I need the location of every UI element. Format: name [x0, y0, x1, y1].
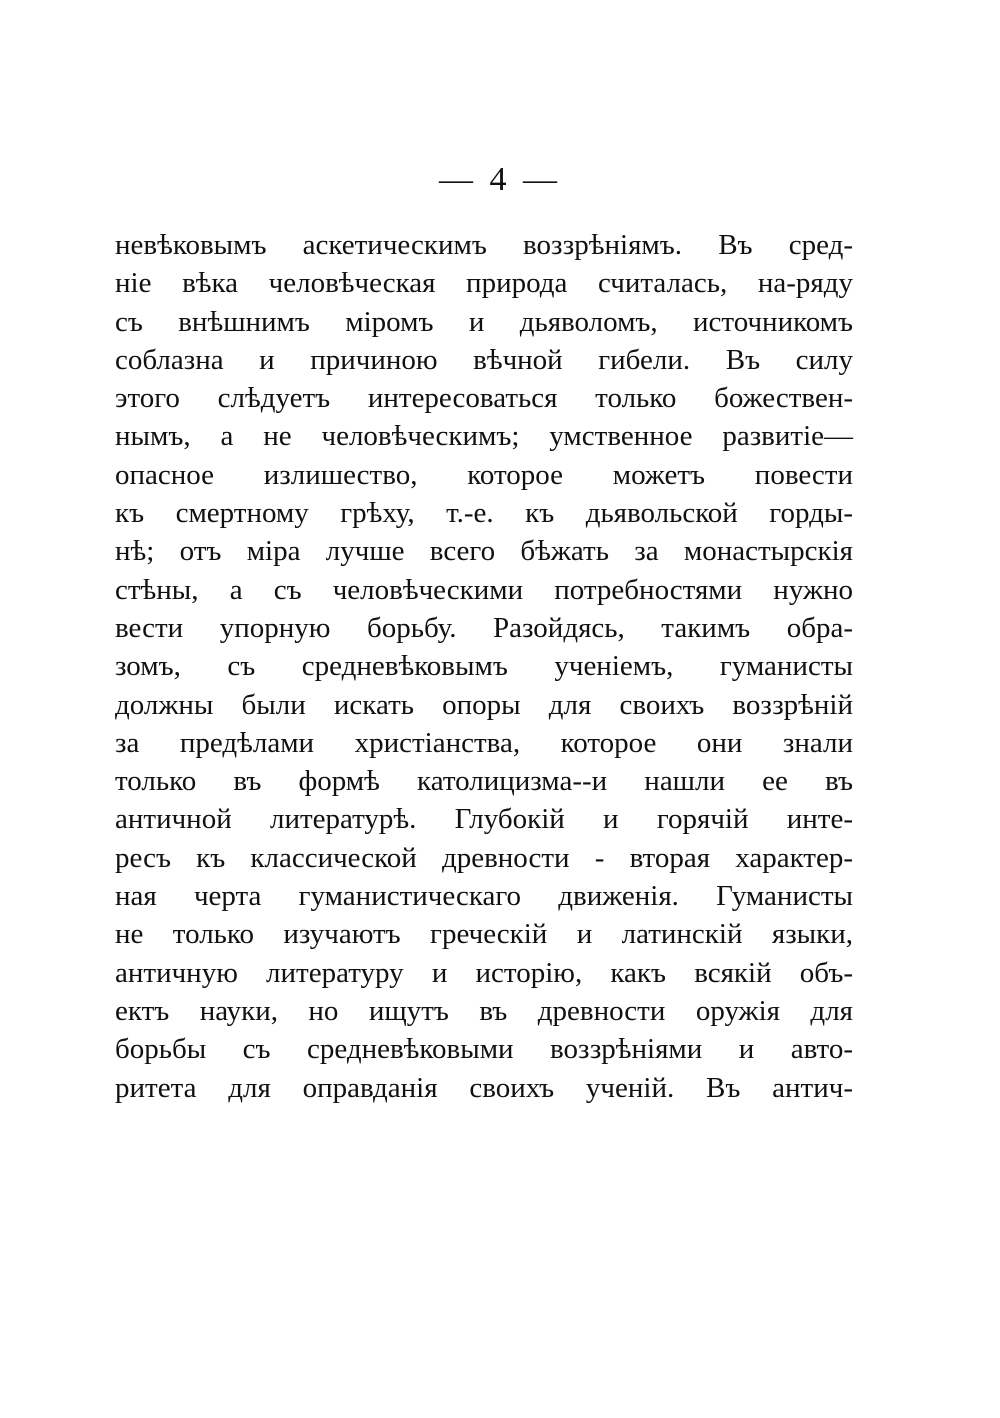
text-line: опасное излишество, которое можетъ повести — [115, 458, 853, 491]
text-line: ресъ къ классической древности - вторая характер- — [115, 841, 853, 874]
text-line: не только изучаютъ греческій и латинскій языки, — [115, 918, 853, 951]
text-line: стѣны, а съ человѣческими потребностями нужно — [115, 573, 853, 606]
text-line: невѣковымъ аскетическимъ воззрѣніямъ. Въ сред- — [115, 229, 853, 261]
text-line: съ внѣшнимъ міромъ и дьяволомъ, источникомъ — [115, 305, 853, 338]
text-line: соблазна и причиною вѣчной гибели. Въ силу — [115, 343, 853, 376]
text-line: античной литературѣ. Глубокій и горячій инте- — [115, 803, 853, 836]
text-line: вести упорную борьбу. Разойдясь, такимъ обра- — [115, 611, 853, 644]
body-text — [115, 226, 853, 1107]
text-line: ектъ науки, но ищутъ въ древности оружія для — [115, 994, 853, 1027]
text-line: нѣ; отъ міра лучше всего бѣжать за монастырскія — [115, 535, 853, 568]
text-line: нымъ, а не человѣческимъ; умственное развитіе— — [115, 420, 853, 453]
text-line: за предѣлами христіанства, которое они знали — [115, 726, 853, 759]
text-line: ная черта гуманистическаго движенія. Гуманисты — [115, 880, 853, 913]
text-line: борьбы съ средневѣковыми воззрѣніями и авто- — [115, 1033, 853, 1066]
text-line: зомъ, съ средневѣковымъ ученіемъ, гуманисты — [115, 650, 853, 683]
page-number: — 4 — — [439, 161, 561, 198]
text-line: ніе вѣка человѣческая природа считалась, на-ряду — [115, 267, 853, 300]
text-line: античную литературу и исторію, какъ всякій объ- — [115, 956, 853, 989]
text-line: только въ формѣ католицизма--и нашли ее въ — [115, 765, 853, 798]
text-line: должны были искать опоры для своихъ воззрѣній — [115, 688, 853, 721]
text-line: ритета для оправданія своихъ ученій. Въ антич- — [115, 1071, 853, 1104]
text-line: этого слѣдуетъ интересоваться только божествен- — [115, 382, 853, 415]
text-line: къ смертному грѣху, т.-е. къ дьявольской горды- — [115, 497, 853, 530]
